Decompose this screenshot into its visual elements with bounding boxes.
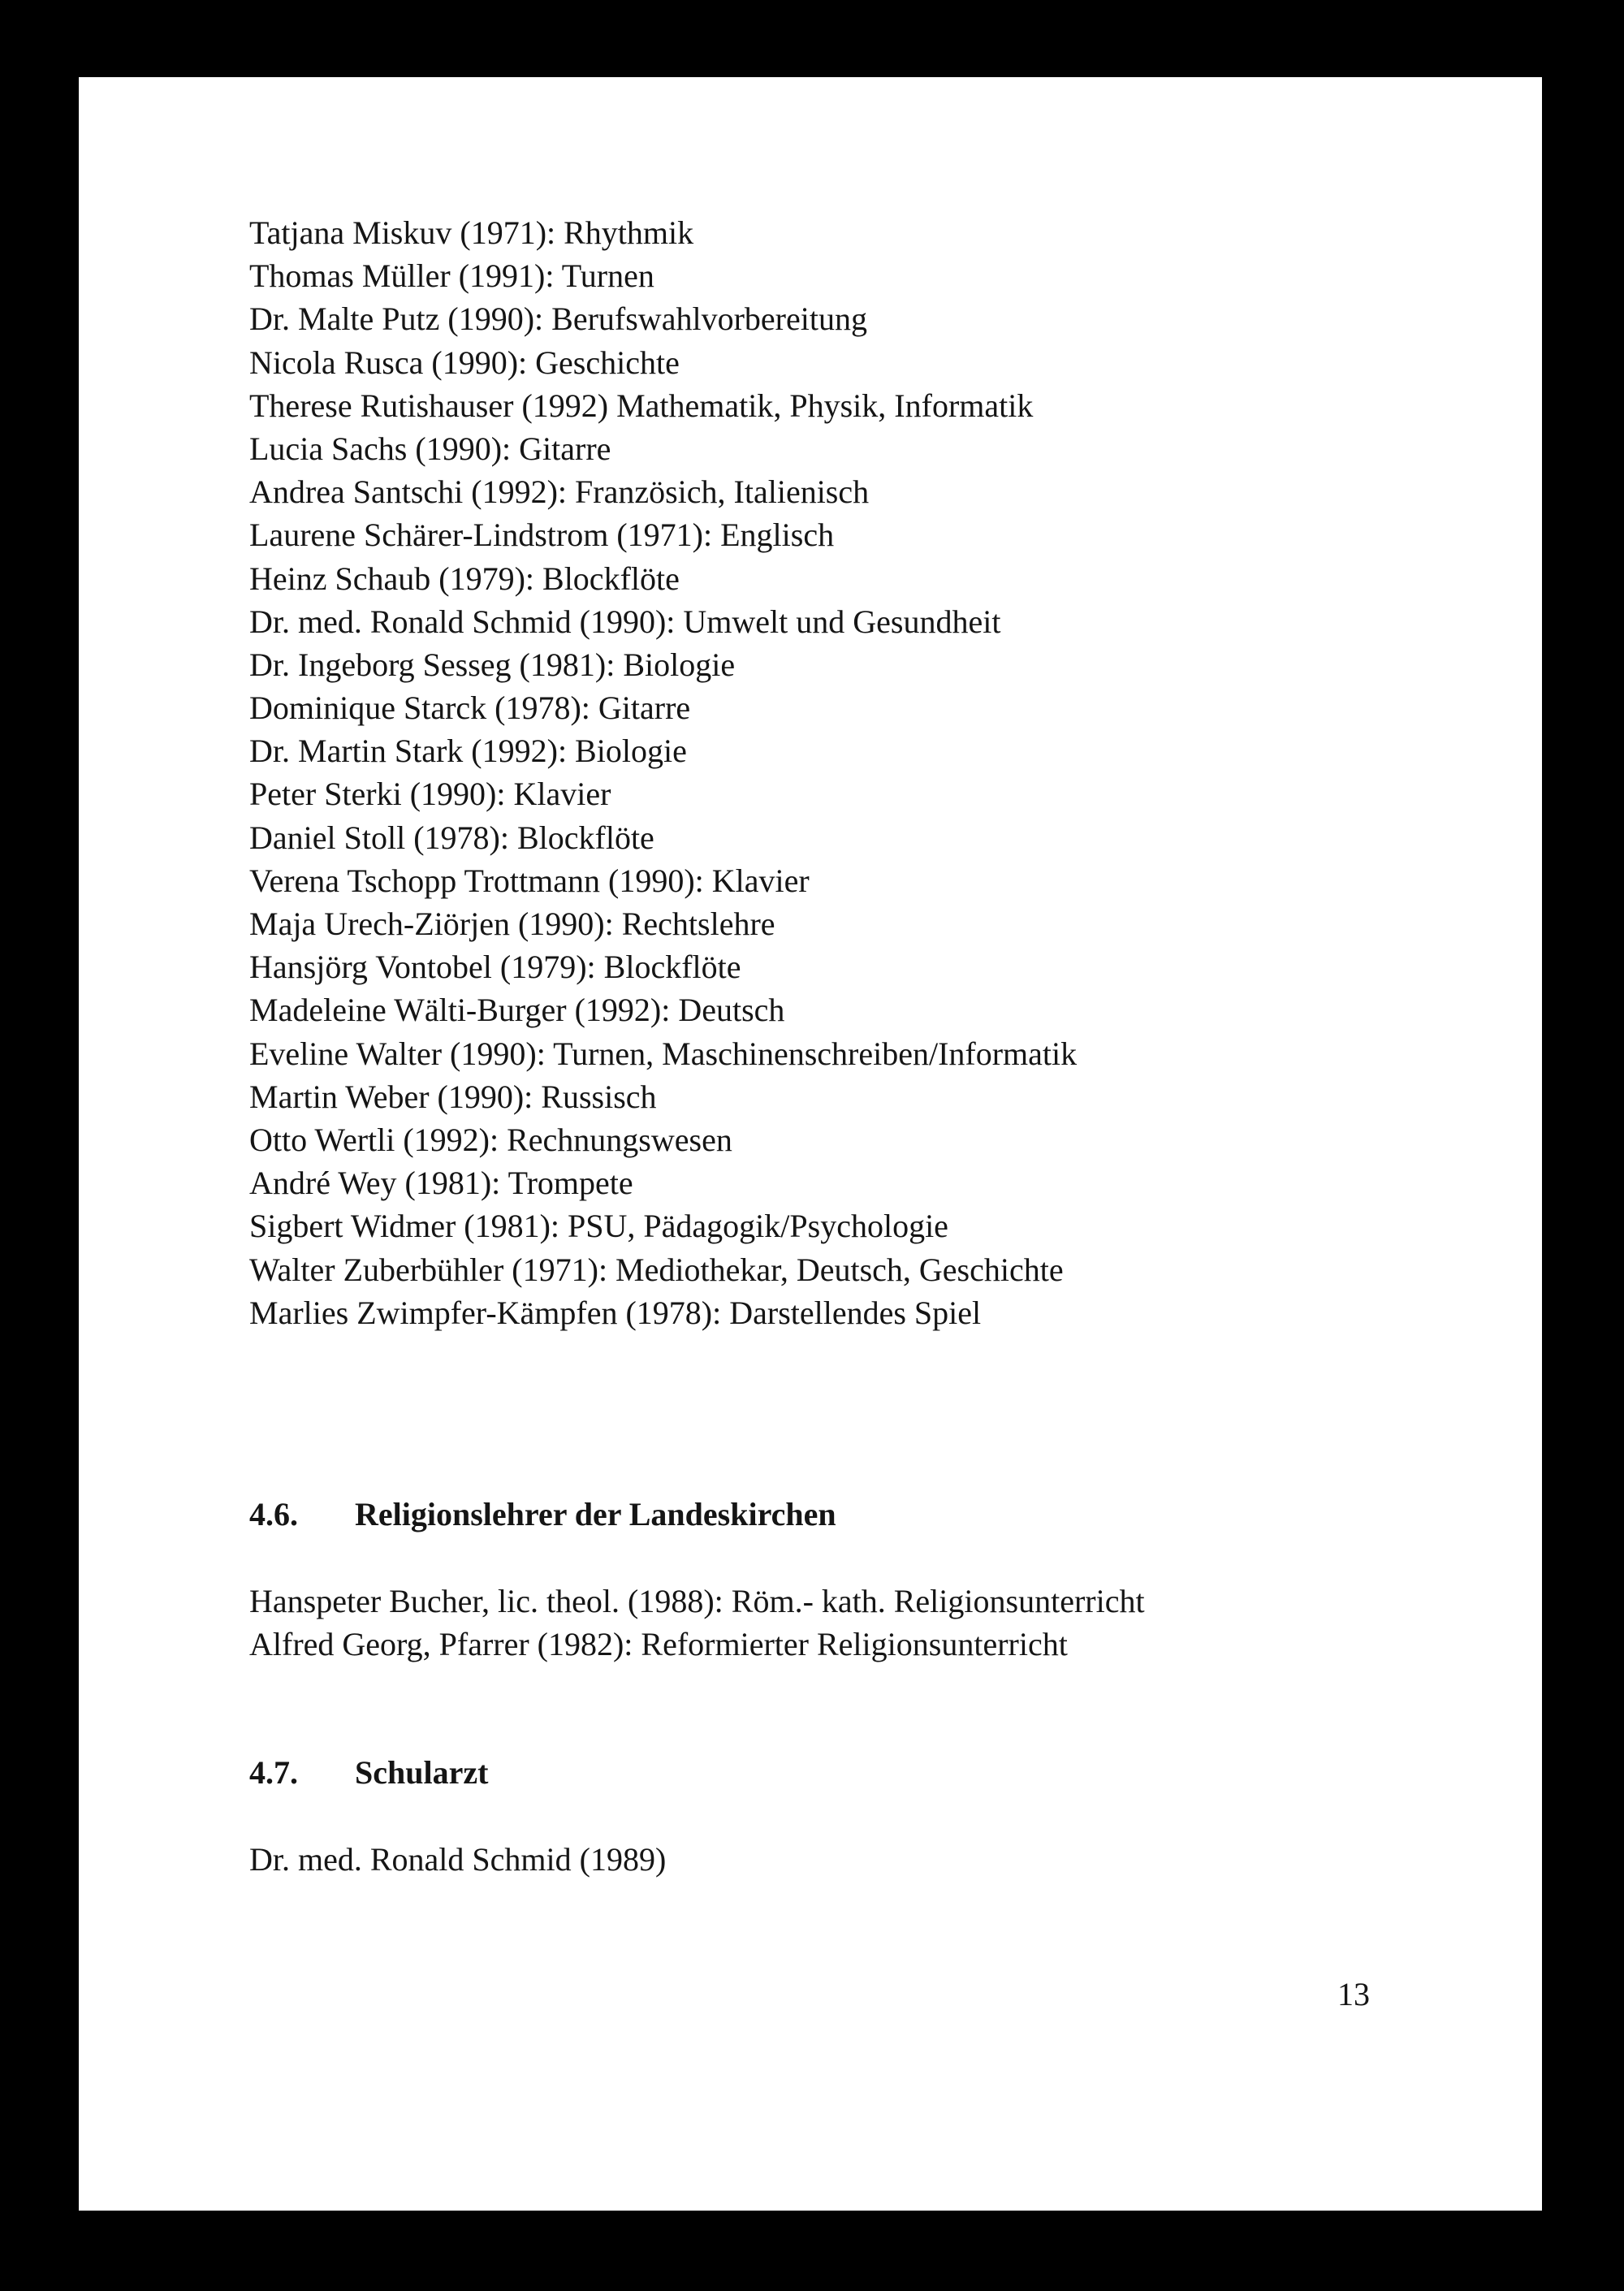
list-item: Eveline Walter (1990): Turnen, Maschinenschreiben/Informatik <box>249 1035 1078 1072</box>
list-item: Nicola Rusca (1990): Geschichte <box>249 344 680 381</box>
section-heading <box>249 1493 1467 1536</box>
list-item: Maja Urech-Ziörjen (1990): Rechtslehre <box>249 906 775 942</box>
section-number: 4.7. <box>249 1754 298 1791</box>
list-item: Verena Tschopp Trottmann (1990): Klavier <box>249 862 810 899</box>
section-heading <box>249 1751 1467 1794</box>
list-item: Peter Sterki (1990): Klavier <box>249 776 611 813</box>
section-entries <box>249 1838 1467 1881</box>
list-item: André Wey (1981): Trompete <box>249 1165 633 1202</box>
list-item: Otto Wertli (1992): Rechnungswesen <box>249 1121 732 1158</box>
list-item: Heinz Schaub (1979): Blockflöte <box>249 560 680 597</box>
section-title: Schularzt <box>355 1754 489 1791</box>
section-school-doctor <box>249 1751 1467 1881</box>
teacher-list <box>249 211 1467 1334</box>
document-page <box>79 77 1542 2211</box>
list-item: Madeleine Wälti-Burger (1992): Deutsch <box>249 992 785 1029</box>
list-item: Dr. Malte Putz (1990): Berufswahlvorbereitung <box>249 300 867 338</box>
list-item: Walter Zuberbühler (1971): Mediothekar, Deutsch, Geschichte <box>249 1251 1064 1288</box>
list-item: Dominique Starck (1978): Gitarre <box>249 689 691 727</box>
list-item: Lucia Sachs (1990): Gitarre <box>249 430 611 467</box>
list-item: Tatjana Miskuv (1971): Rhythmik <box>249 214 694 251</box>
list-item: Dr. Ingeborg Sesseg (1981): Biologie <box>249 646 736 683</box>
list-item: Alfred Georg, Pfarrer (1982): Reformierter Religionsunterricht <box>249 1626 1068 1663</box>
section-entries <box>249 1580 1467 1666</box>
list-item: Marlies Zwimpfer-Kämpfen (1978): Darstellendes Spiel <box>249 1294 982 1331</box>
section-number: 4.6. <box>249 1496 298 1532</box>
list-item: Dr. med. Ronald Schmid (1989) <box>249 1841 667 1878</box>
list-item: Dr. Martin Stark (1992): Biologie <box>249 733 687 770</box>
list-item: Dr. med. Ronald Schmid (1990): Umwelt und Gesundheit <box>249 603 1001 640</box>
section-title: Religionslehrer der Landeskirchen <box>355 1496 836 1532</box>
page-number: 13 <box>1337 1976 1370 2012</box>
list-item: Andrea Santschi (1992): Französich, Italienisch <box>249 473 870 511</box>
list-item: Sigbert Widmer (1981): PSU, Pädagogik/Psychologie <box>249 1208 948 1245</box>
list-item: Thomas Müller (1991): Turnen <box>249 257 654 295</box>
list-item: Hansjörg Vontobel (1979): Blockflöte <box>249 949 741 986</box>
page-content <box>249 211 1467 1878</box>
list-item: Hanspeter Bucher, lic. theol. (1988): Röm.- kath. Religionsunterricht <box>249 1583 1145 1619</box>
list-item: Laurene Schärer-Lindstrom (1971): Englisch <box>249 517 835 554</box>
list-item: Daniel Stoll (1978): Blockflöte <box>249 819 654 856</box>
section-religion-teachers <box>249 1493 1467 1666</box>
list-item: Therese Rutishauser (1992) Mathematik, Physik, Informatik <box>249 387 1034 424</box>
list-item: Martin Weber (1990): Russisch <box>249 1078 657 1115</box>
